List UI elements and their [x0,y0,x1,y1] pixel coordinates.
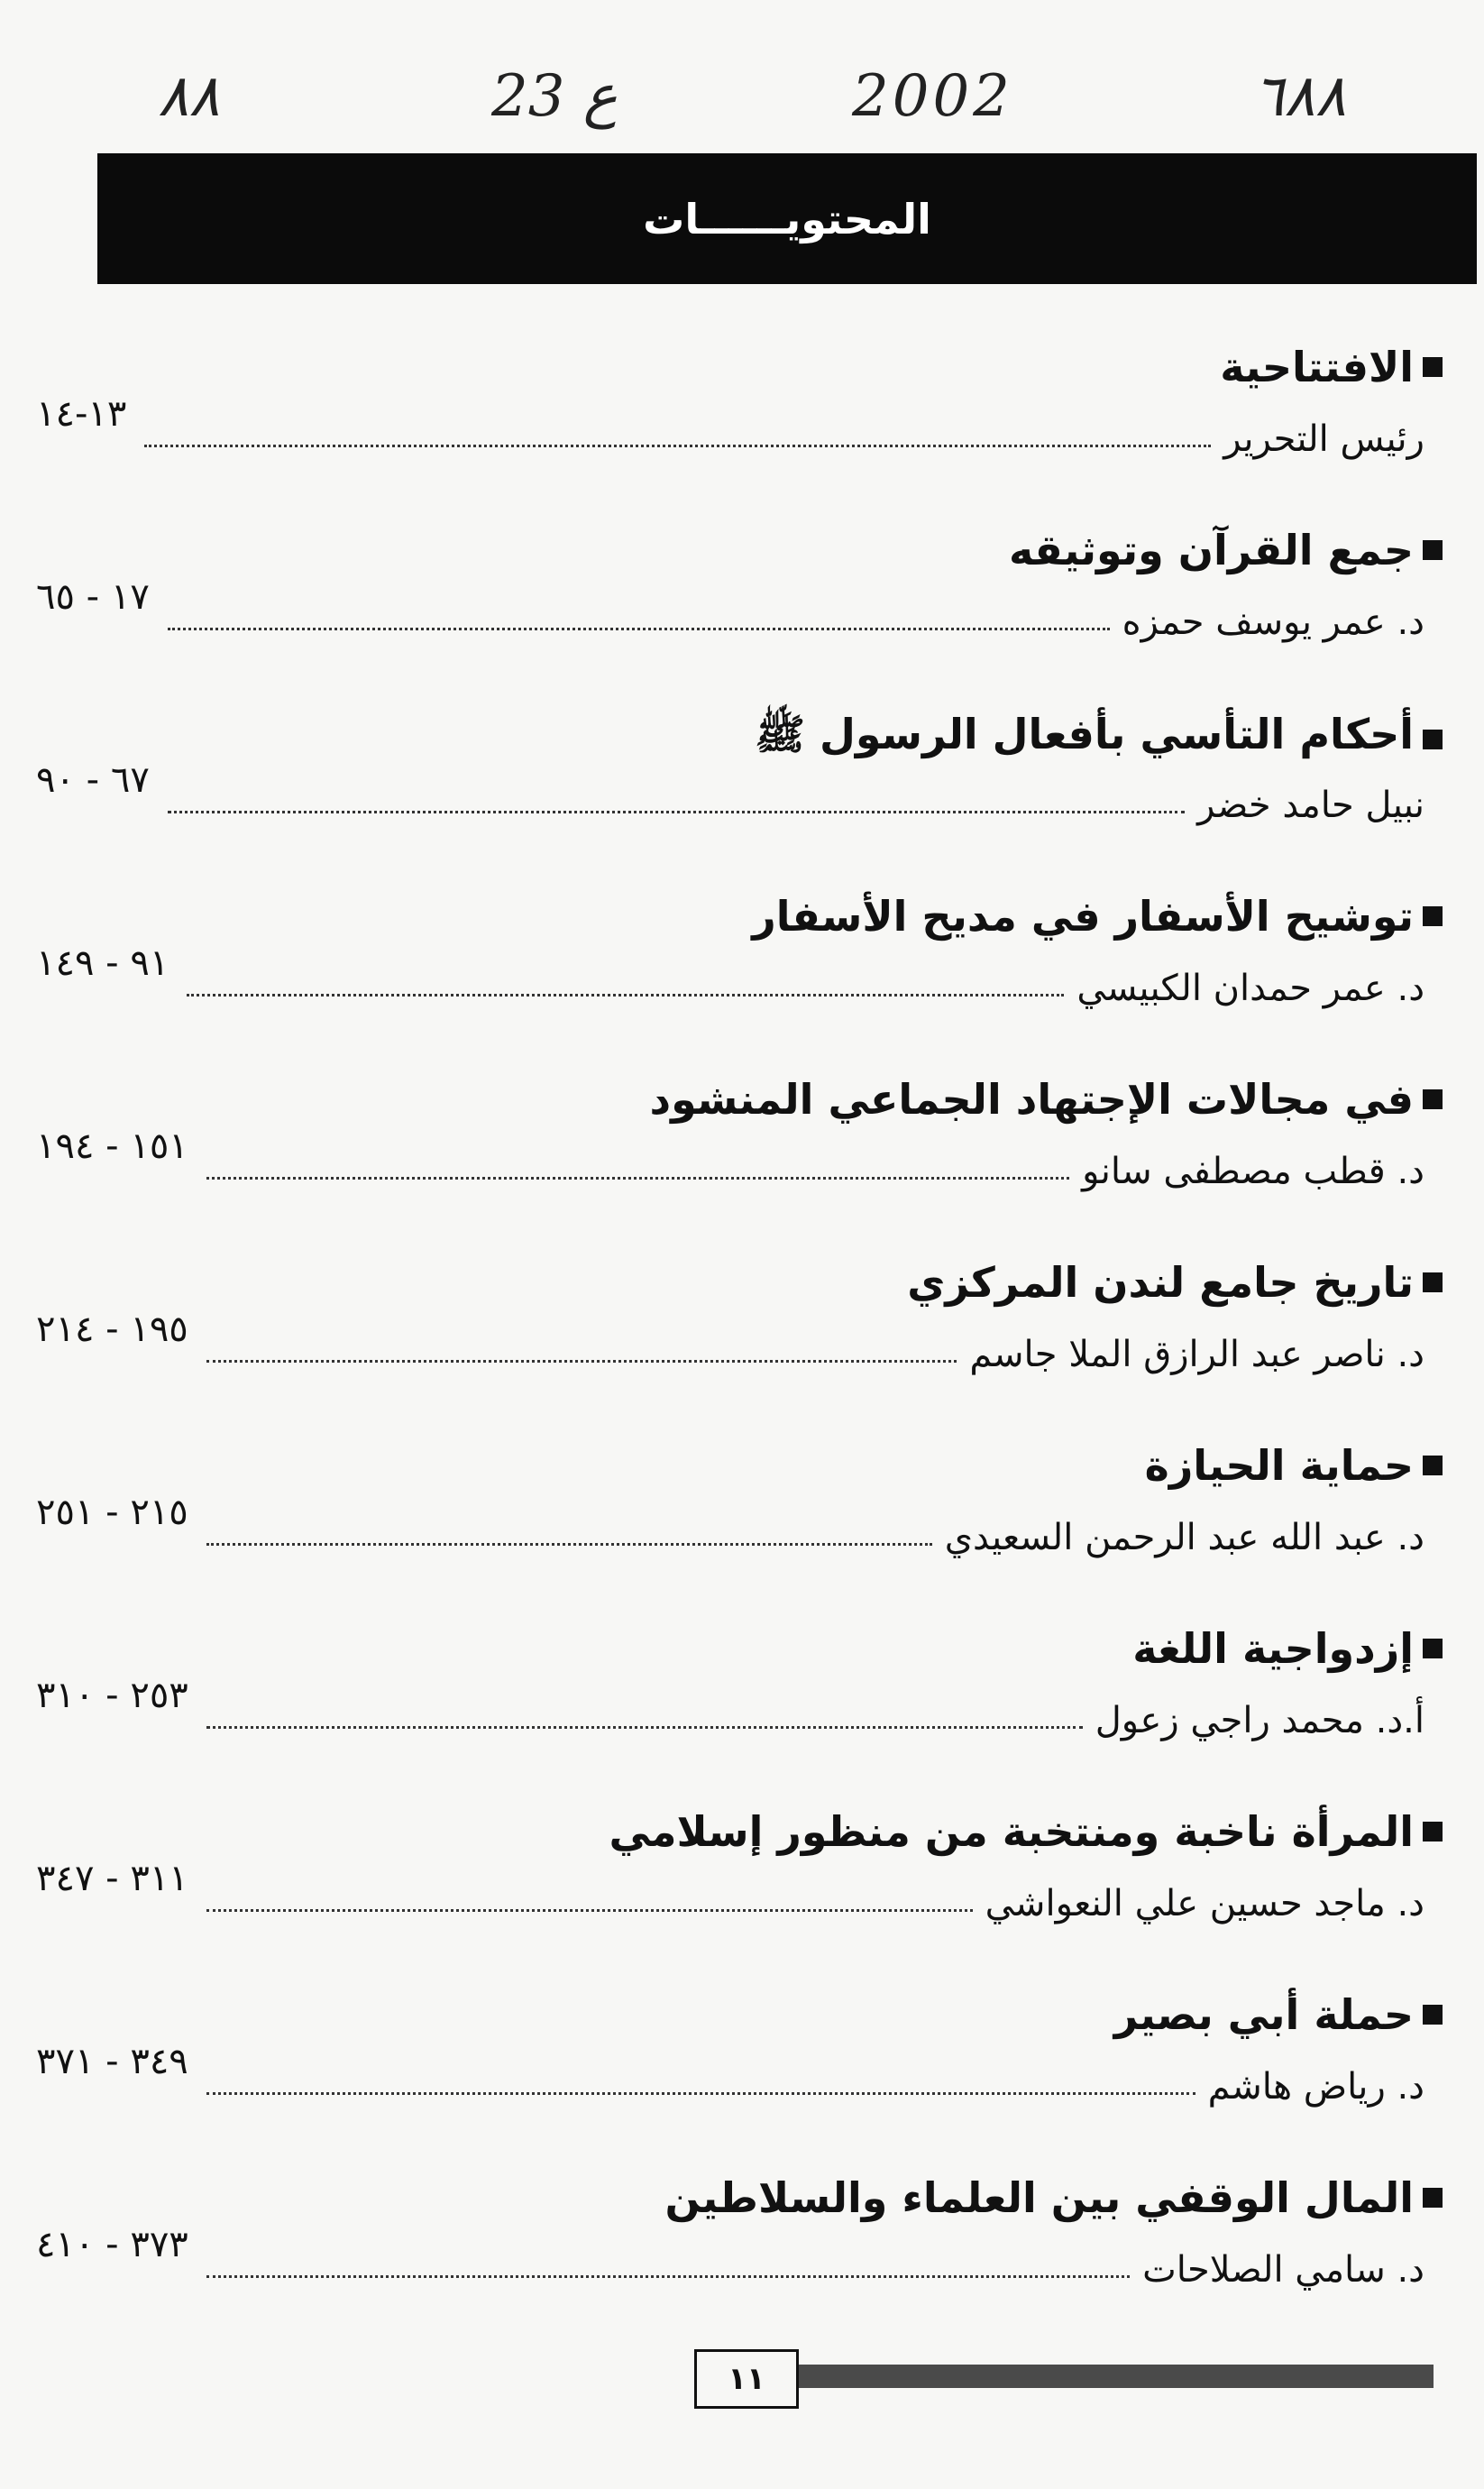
dot-leader [187,994,1064,997]
dot-leader [206,1909,973,1912]
handwritten-note-2: 23 ع [491,63,618,130]
entry-author: د. رياض هاشم [1207,2066,1424,2108]
square-bullet-icon [1423,1639,1443,1658]
contents-header [97,153,1477,284]
entry-title: حملة أبي بصير [1114,1990,1443,2039]
toc-entry[interactable] [36,1258,1443,1441]
dot-leader [206,1177,1069,1180]
entry-author: د. عمر حمدان الكبيسي [1076,968,1424,1009]
entry-author: أ.د. محمد راجي زعول [1095,1700,1424,1741]
entry-title: جمع القرآن وتوثيقه [1009,526,1443,574]
entry-title: المرأة ناخبة ومنتخبة من منظور إسلامي [609,1807,1443,1856]
toc-entry[interactable] [36,2173,1443,2356]
entry-pages: ١٥١ - ١٩٤ [36,1125,188,1167]
entry-title: إزدواجية اللغة [1132,1624,1443,1673]
entry-title: المال الوقفي بين العلماء والسلاطين [665,2173,1443,2222]
toc-entry[interactable] [36,892,1443,1075]
entry-pages: ٣١١ - ٣٤٧ [36,1858,188,1899]
toc-entry[interactable] [36,1807,1443,1990]
handwritten-note-3: 2002 [852,63,1013,130]
square-bullet-icon [1423,730,1443,749]
toc-entry[interactable] [36,1441,1443,1624]
table-of-contents [36,343,1443,2356]
entry-author: د. عبد الله عبد الرحمن السعيدي [944,1517,1424,1558]
square-bullet-icon [1423,1822,1443,1841]
entry-author: د. ماجد حسين علي النعواشي [985,1883,1424,1924]
entry-author: د. قطب مصطفى سانو [1082,1151,1424,1192]
square-bullet-icon [1423,2188,1443,2208]
dot-leader [206,1726,1083,1729]
dot-leader [206,1543,932,1546]
square-bullet-icon [1423,906,1443,926]
square-bullet-icon [1423,1456,1443,1475]
dot-leader [168,811,1185,813]
entry-pages: ١٩٥ - ٢١٤ [36,1309,188,1350]
entry-title: أحكام التأسي بأفعال الرسول ﷺ [755,709,1443,769]
dot-leader [168,628,1110,630]
square-bullet-icon [1423,540,1443,560]
toc-entry[interactable] [36,343,1443,526]
entry-pages: ٣٧٣ - ٤١٠ [36,2224,188,2265]
entry-pages: ٣٤٩ - ٣٧١ [36,2041,188,2082]
square-bullet-icon [1423,1089,1443,1109]
page-number: ١١ [694,2349,799,2409]
entry-pages: ٩١ - ١٤٩ [36,942,169,984]
toc-entry[interactable] [36,1075,1443,1258]
entry-author: د. عمر يوسف حمزه [1122,602,1424,643]
entry-pages: ٢١٥ - ٢٥١ [36,1492,188,1533]
dot-leader [144,445,1211,447]
dot-leader [206,2092,1195,2095]
handwritten-note-4: ٦٨٨ [1253,63,1347,130]
square-bullet-icon [1423,1272,1443,1292]
toc-entry[interactable] [36,526,1443,709]
footer-bar [784,2365,1434,2388]
entry-title: الافتتاحية [1220,343,1443,391]
entry-author: رئيس التحرير [1223,418,1424,460]
toc-entry[interactable] [36,709,1443,892]
entry-pages: ٦٧ - ٩٠ [36,759,150,801]
dot-leader [206,1360,957,1363]
toc-entry[interactable] [36,1624,1443,1807]
entry-pages: ١٣-١٤ [36,393,127,435]
handwritten-note-1: ٨٨ [158,63,220,130]
entry-title: حماية الحيازة [1145,1441,1443,1490]
square-bullet-icon [1423,357,1443,377]
square-bullet-icon [1423,2005,1443,2025]
dot-leader [206,2275,1130,2278]
entry-author: د. ناصر عبد الرازق الملا جاسم [969,1334,1424,1375]
entry-pages: ١٧ - ٦٥ [36,576,150,618]
page-title: المحتويــــــات [643,194,931,243]
entry-title: في مجالات الإجتهاد الجماعي المنشود [650,1075,1443,1124]
entry-title: تاريخ جامع لندن المركزي [907,1258,1443,1307]
entry-author: د. سامي الصلاحات [1142,2249,1424,2291]
entry-author: نبيل حامد خضر [1197,785,1424,826]
toc-entry[interactable] [36,1990,1443,2173]
entry-pages: ٢٥٣ - ٣١٠ [36,1675,188,1716]
entry-title: توشيح الأسفار في مديح الأسفار [752,892,1443,941]
